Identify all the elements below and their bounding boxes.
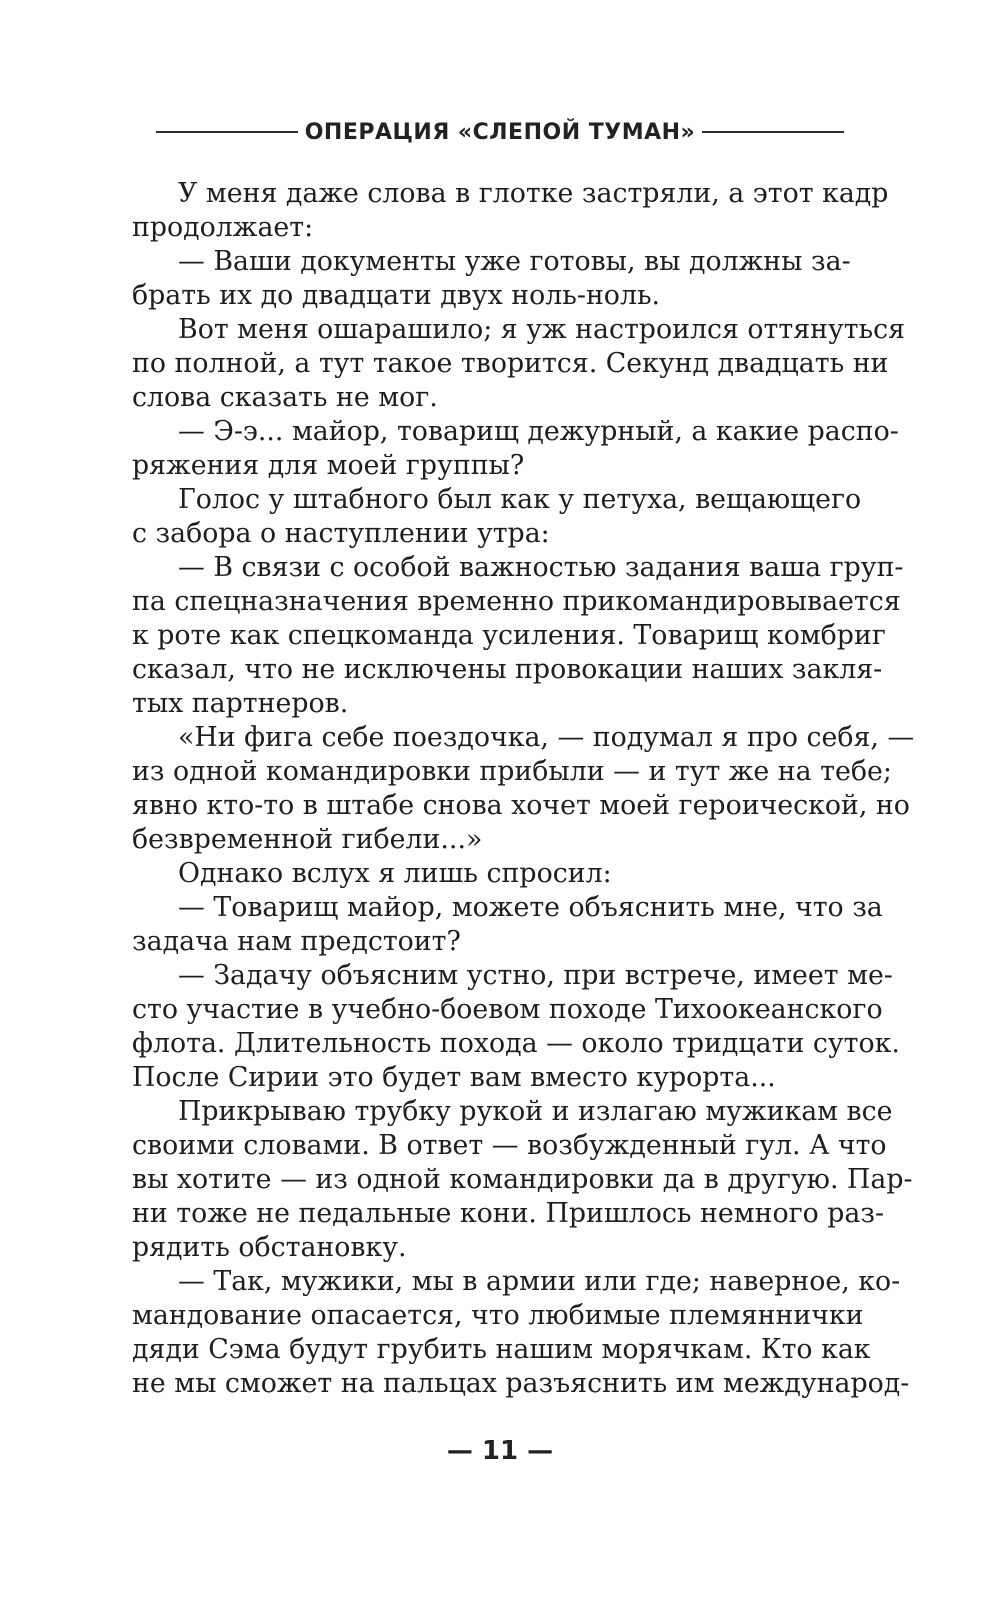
text-line: дяди Сэма будут грубить нашим морячкам. Кто как [132,1334,871,1365]
text-line: Однако вслух я лишь спросил: [178,858,612,889]
text-line: После Сирии это будет вам вместо курорта... [132,1062,776,1093]
text-line: слова сказать не мог. [132,382,438,413]
text-line: — Э-э... майор, товарищ дежурный, а какие распо- [178,416,899,447]
text-line: — Задачу объясним устно, при встрече, имеет ме- [178,960,893,991]
text-line: ни тоже не педальные кони. Пришлось немного раз- [132,1198,885,1229]
text-line: тых партнеров. [132,688,349,719]
text-line: сто участие в учебно-боевом походе Тихоокеанского [132,994,883,1025]
text-line: своими словами. В ответ — возбужденный гул. А что [132,1130,887,1161]
text-line: Прикрываю трубку рукой и излагаю мужикам все [178,1096,893,1127]
text-line: — Так, мужики, мы в армии или где; наверное, ко- [178,1266,901,1297]
header-rule-left [156,131,298,133]
text-line: не мы сможет на пальцах разъяснить им международ- [132,1368,910,1399]
text-line: па спецназначения временно прикомандировывается [132,586,901,617]
text-line: безвременной гибели...» [132,824,483,855]
text-line: вы хотите — из одной командировки да в другую. Пар- [132,1164,913,1195]
text-line: к роте как спецкоманда усиления. Товарищ комбриг [132,620,886,651]
text-line: сказал, что не исключены провокации наших закля- [132,654,883,685]
text-line: по полной, а тут такое творится. Секунд двадцать ни [132,348,889,379]
body-text [132,177,915,1401]
text-line: Вот меня ошарашило; я уж настроился оттянуться [178,314,906,345]
running-header-title: ОПЕРАЦИЯ «СЛЕПОЙ ТУМАН» [304,119,696,145]
text-line: задача нам предстоит? [132,926,461,957]
text-line: — Ваши документы уже готовы, вы должны за- [178,246,851,277]
text-line: мандование опасается, что любимые племяннички [132,1300,864,1331]
text-line: У меня даже слова в глотке застряли, а этот кадр [178,178,889,209]
text-line: из одной командировки прибыли — и тут же на тебе; [132,756,892,787]
text-line: ряжения для моей группы? [132,450,525,481]
text-line: флота. Длительность похода — около тридцати суток. [132,1028,900,1059]
page-number: — 11 — [446,1436,554,1466]
running-header [156,110,844,154]
header-rule-right [702,131,844,133]
text-line: — Товарищ майор, можете объяснить мне, что за [178,892,883,923]
text-line: Голос у штабного был как у петуха, вещающего [178,484,862,515]
text-line: продолжает: [132,212,314,243]
text-line: — В связи с особой важностью задания ваша груп- [178,552,904,583]
text-line: явно кто-то в штабе снова хочет моей героической, но [132,790,910,821]
text-line: «Ни фига себе поездочка, — подумал я про себя, — [178,722,915,753]
text-line: с забора о наступлении утра: [132,518,550,549]
text-line: брать их до двадцати двух ноль-ноль. [132,280,661,311]
text-line: рядить обстановку. [132,1232,407,1263]
